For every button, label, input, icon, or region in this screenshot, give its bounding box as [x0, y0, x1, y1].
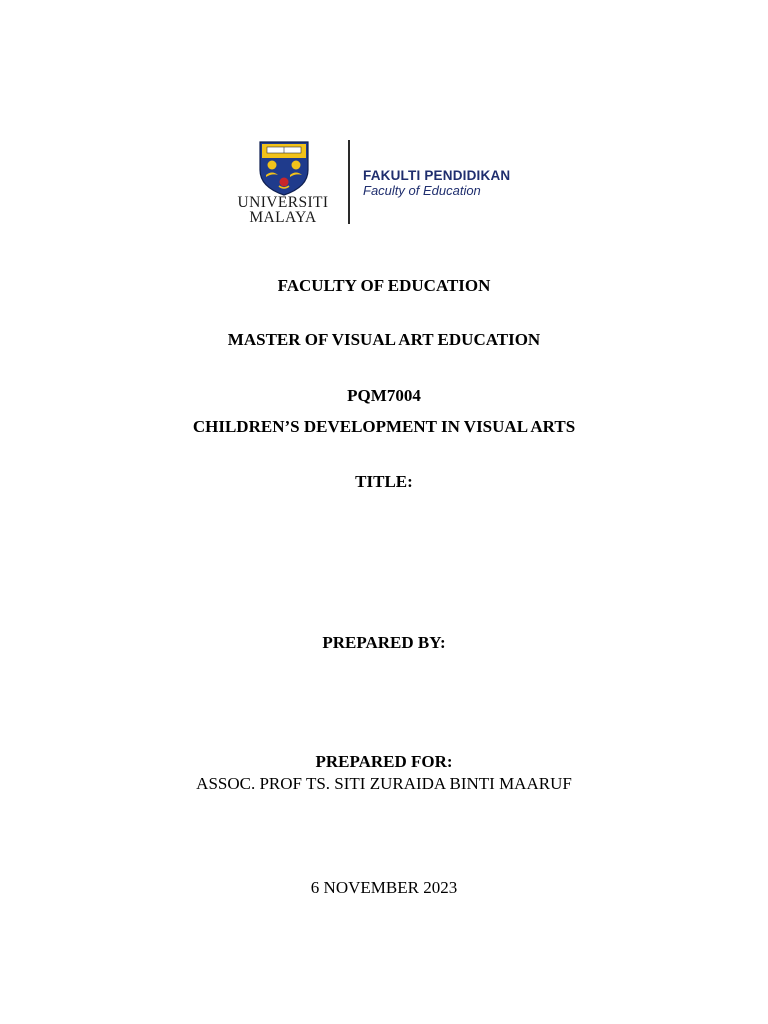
university-name-line1: UNIVERSITI: [237, 194, 329, 211]
faculty-name-malay: FAKULTI PENDIDIKAN: [363, 168, 511, 183]
prepared-for-label: PREPARED FOR:: [315, 752, 453, 771]
programme-heading: MASTER OF VISUAL ART EDUCATION: [227, 330, 541, 349]
university-name-line2: MALAYA: [249, 209, 317, 226]
course-code: PQM7004: [347, 386, 421, 405]
prepared-by-label: PREPARED BY:: [322, 633, 446, 652]
university-logo: [228, 136, 548, 228]
logo-divider: [348, 140, 350, 224]
submission-date: 6 NOVEMBER 2023: [310, 878, 458, 897]
faculty-name-english: Faculty of Education: [363, 183, 481, 198]
title-label: TITLE:: [355, 472, 413, 491]
course-name: CHILDREN’S DEVELOPMENT IN VISUAL ARTS: [192, 417, 576, 436]
university-crest-icon: [258, 140, 310, 196]
prepared-for-name: ASSOC. PROF TS. SITI ZURAIDA BINTI MAARUF: [196, 774, 572, 793]
faculty-heading: FACULTY OF EDUCATION: [277, 276, 491, 295]
